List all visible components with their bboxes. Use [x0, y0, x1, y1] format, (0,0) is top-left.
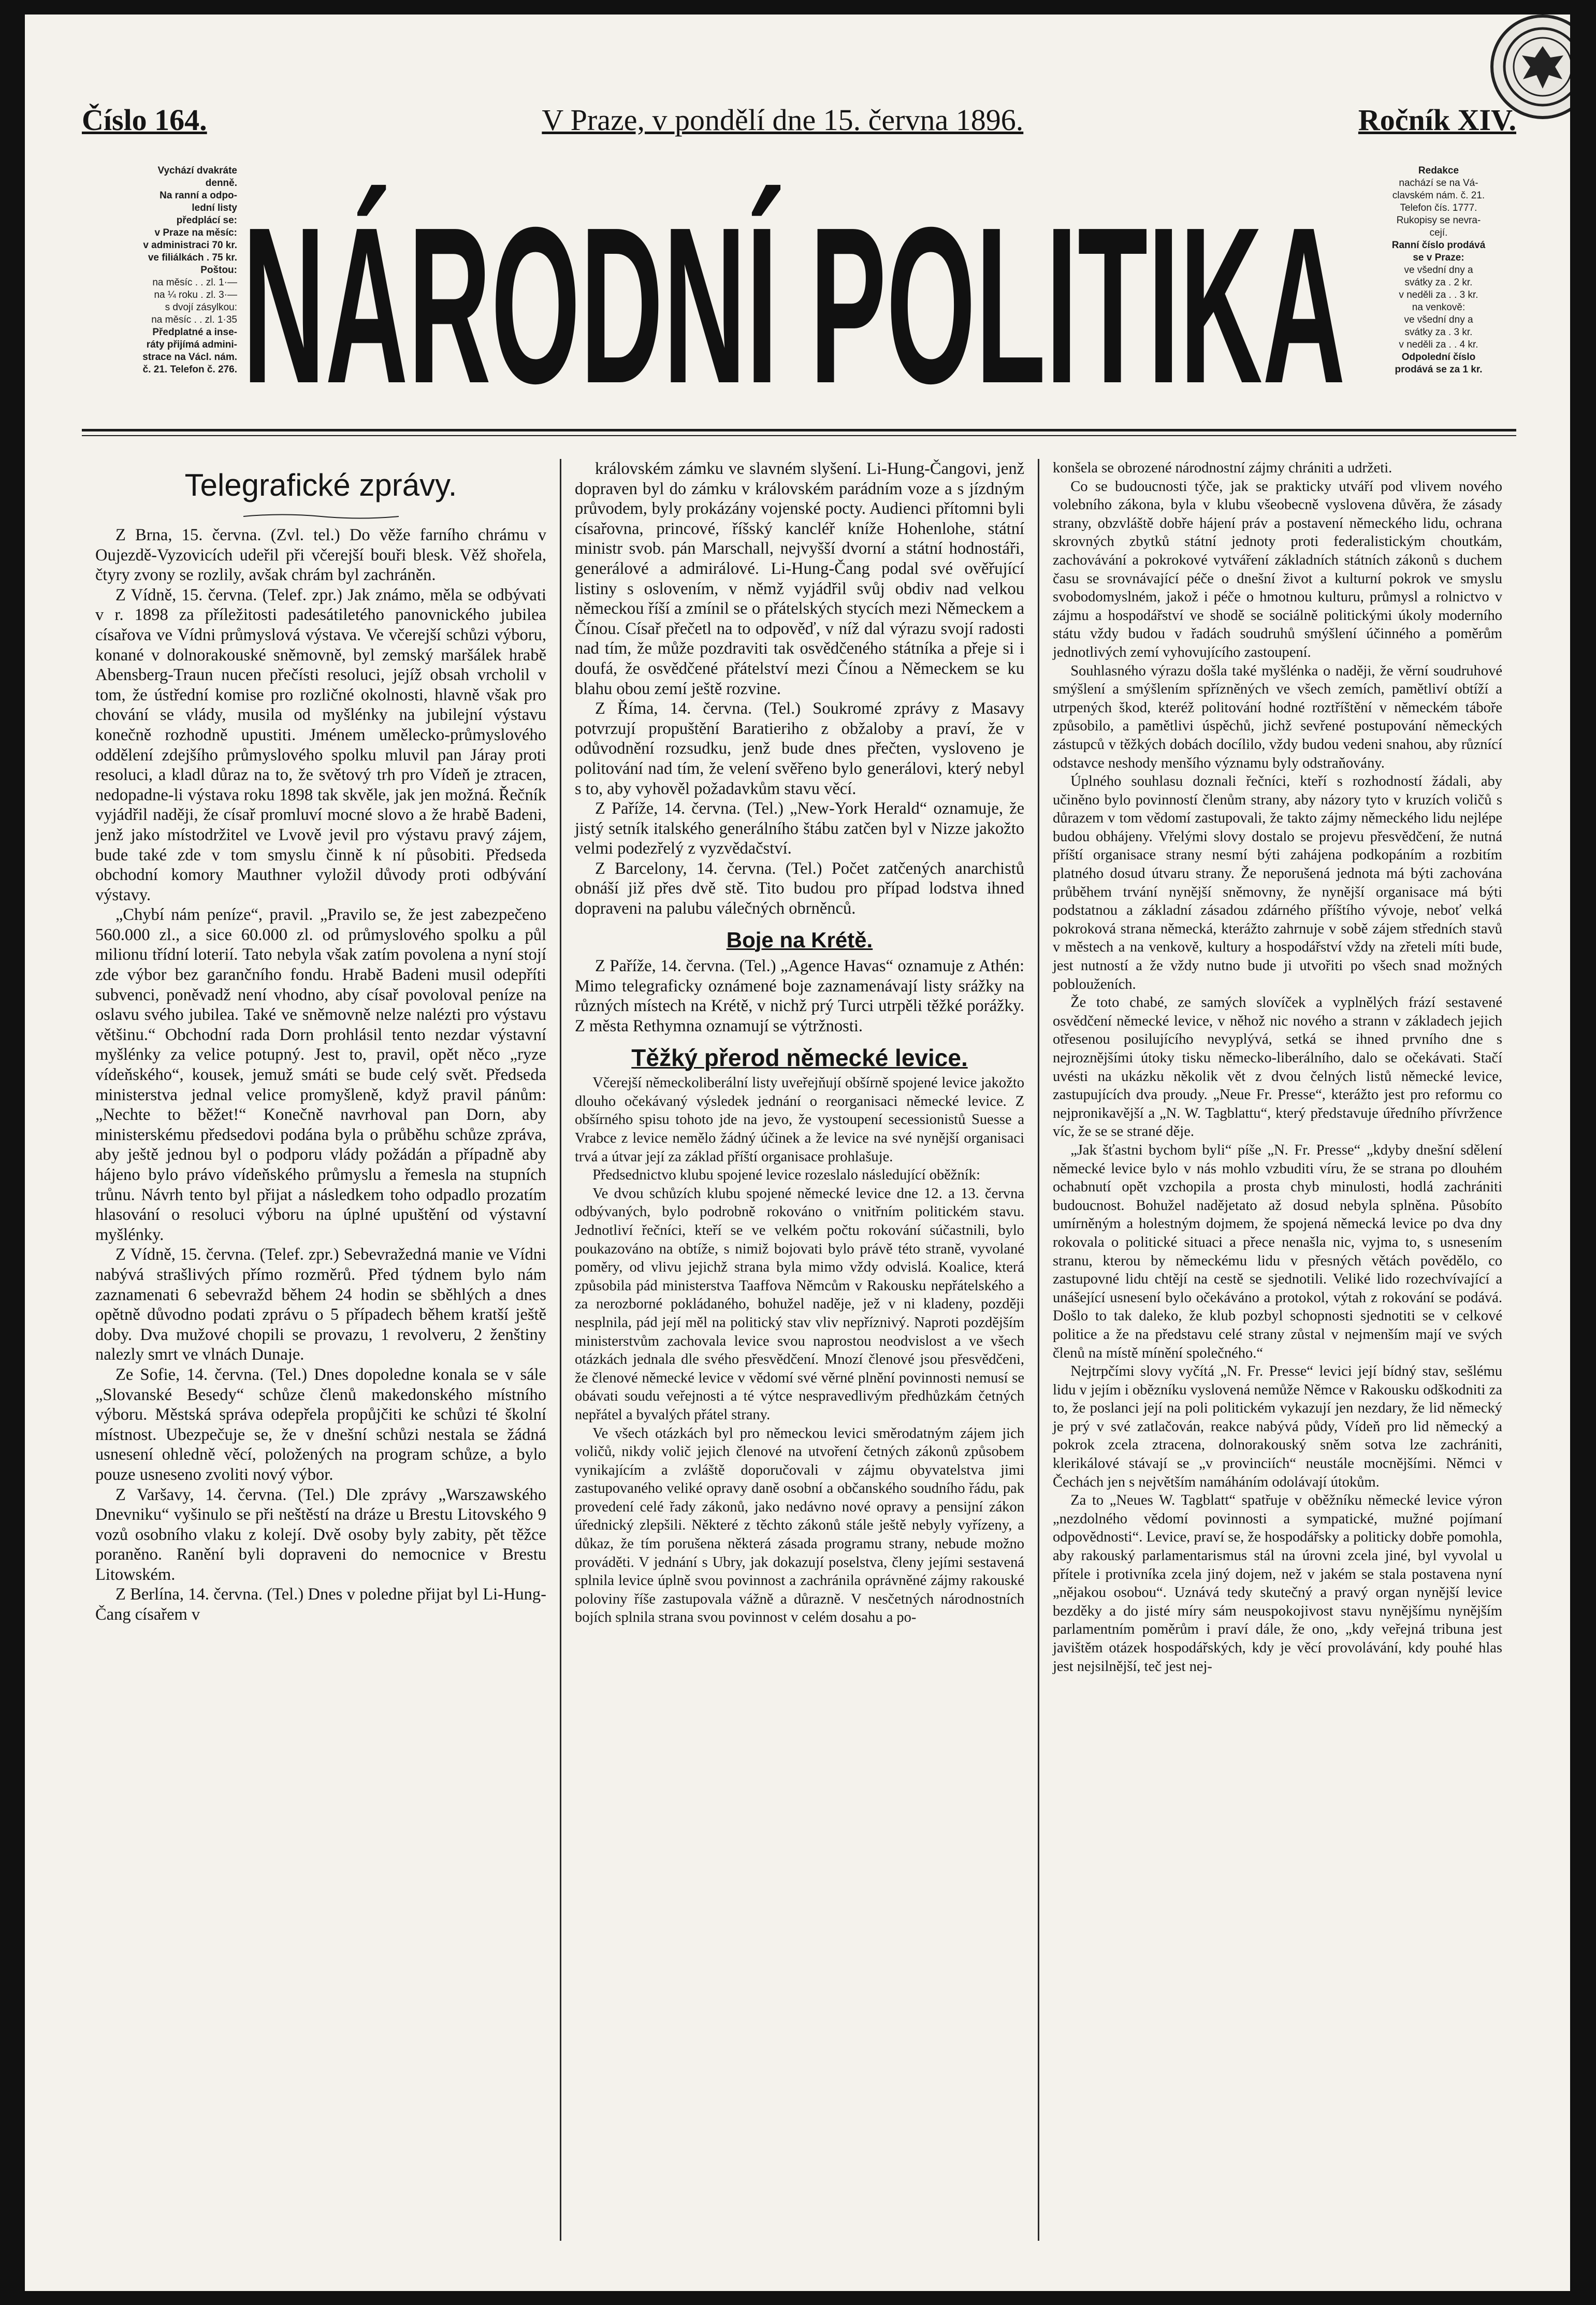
info-line: č. 21. Telefon č. 276. [142, 364, 237, 375]
column-3 [1038, 459, 1516, 2241]
news-item: Z Paříže, 14. června. (Tel.) „New-York Herald“ oznamuje, že jistý setník italského generálního štábu zatčen byl v Nizze jakožto velmi podezřelý z vyzvědačství. [575, 799, 1024, 858]
info-line: ve všední dny a [1404, 314, 1473, 325]
info-line: clavském nám. č. 21. [1392, 190, 1485, 201]
info-line: prodává se za 1 kr. [1395, 364, 1483, 375]
info-line: Předplatné a inse- [152, 327, 237, 338]
article-body-small [575, 1074, 1024, 1627]
header-rule-top [82, 429, 1516, 431]
article-paragraph: konšela se obrozené národnostní zájmy chrániti a udržeti. [1053, 460, 1392, 476]
news-item: „Chybí nám peníze“, pravil. „Pravilo se, že jest zabezpečeno 560.000 zl., a sice 60.000 zl. od průmyslového spolku a půl milionu třídní loterií. Tato nebyla však zatím povolena a nyní stojí zde výbor bez garančního fondu. Hrabě Badeni musil odepříti subvenci, poněvadž není vhodno, aby císař povoloval peníze na oslavu svého jubilea. Také ve sněmovně nelze nalézti pro výstavu většinu.“ Obchodní rada Dorn prohlásil tento nezdar výstavní myšlénky za velice potupný. Jest to, pravil, opět něco „ryze vídeňského“, kousek, jemuž smáti se bude celý svět. Předseda ministerstva jednal velice promyšleně, když pravil pánům: „Nechte to běžet!“ Konečně navrhoval pan Dorn, aby ministerskému předsedovi podána byla o průběhu schůze zpráva, aby ještě jednou byl o podporu vlády požádán a případně aby hájeno bylo právo vídeňského průmyslu a řemesla na stupních trůnu. Návrh tento byl přijat a následkem toho odpadlo prozatím hlasování o resoluci výboru na úplné upuštění od výstavní myšlénky. [95, 905, 546, 1244]
info-line: svátky za . 3 kr. [1404, 327, 1473, 338]
article-paragraph: Za to „Neues W. Tagblatt“ spatřuje v oběžníku německé levice výron „nezdolného vědomí povinnosti a sympatické, mužné pojímaní odpovědnosti“. Levice, praví se, že hospodářsky a politicky dobře pomohla, aby rakouský parlamentarismus stál na úrovni zcela jiné, byl vyvolal u přítele i protivníka zcela jiný dojem, než v jakém se stala postavena nyní „nějakou osobou“. Uznává tedy skutečný a pravý organ nynější levice bezděky a do jisté míry sám neuspokojivost stavu nynějšímu nynějším parlamentním poměrům i praví dále, že ono, „kdy veřejná tribuna jest javištěm otázek hospodářských, kdy je věcí provolávání, kdy pouhé hlas jest nejsilnější, teč jest nej- [1053, 1492, 1502, 1675]
masthead-info-line [82, 103, 1516, 137]
news-item: Ze Sofie, 14. června. (Tel.) Dnes dopoledne konala se v sále „Slovanské Besedy“ schůze členů makedonského místního výboru. Městská správa odepřela propůjčiti ke schůzi té školní místnost. Ubezpečuje se, že v dnešní schůzi nestala se žádná usnesení ohledně věcí, položených na program schůze, a bylo pouze usneseno zvoliti nový výbor. [95, 1365, 546, 1484]
info-line: na ¼ roku . zl. 3·— [154, 290, 237, 300]
header-rule-bottom [82, 435, 1516, 436]
article-paragraph: Předsednictvo klubu spojené levice rozeslalo následující oběžník: [592, 1167, 980, 1184]
editorial-info-box [1361, 165, 1516, 376]
info-line: na měsíc . . zl. 1·— [152, 277, 237, 288]
info-line: ráty přijímá admini- [146, 339, 237, 350]
info-line: předplácí se: [176, 215, 237, 226]
info-line: Vychází dvakráte [157, 165, 237, 176]
article-paragraph: „Jak šťastni bychom byli“ píše „N. Fr. Presse“ „kdyby dnešní sdělení německé levice bylo v nás mohlo vzbuditi víru, že se strana po dlouhém ochabnutí opět vzchopila a prosta chyb minulosti, hodlá zachrániti budoucnost. Bohužel nadějetato až dosud nebyla splněna. Působíto umírněným a holestným dojmem, že spojená německá levice po dva dny rokovala o politické situaci a přece nenašla nic, vyjma to, s usnesením stranu, kterou by německému lidu v přesných větách povědělo, co zastupovné lidu chtějí na cestě se sjednotili. Veliké lido rozechvívající a unášející usnesení bylo očekáváno a protokol, výtah z rokování se podává. Došlo to tak daleko, že klub pozbyl schopnosti sjednotiti se v celkové politice a že na představu celé strany zůstal v nejmenším mají ve svých členů na místě mínění společného.“ [1053, 1142, 1502, 1361]
news-item: Z Vídně, 15. června. (Telef. zpr.) Jak známo, měla se odbývati v r. 1898 za příležitosti padesátiletého panovnického jubilea císařova ve Vídni průmyslová výstava. Ve včerejší schůzi výboru, konané v dolnorakouské sněmovně, byl zemský maršálek hrabě Abensberg-Traun nucen přečísti resoluci, jejíž obsah vrcholil v tom, že ústřední komise pro rozličné okolnosti, hlavně však pro chování se vlády, musila od myšlénky na jubilejní výstavu konečně rozhodně upustiti. Jménem umělecko-průmyslového oddělení zdejšího průmyslového spolku mluvil pan Járay proti resoluci, a kladl důraz na to, že světový trh pro Vídeň je ztracen, nedopadne-li výstava roku 1898 tak skvěle, jak jen možná. Řečník vyjádřil naději, že císař promluví mocné slovo a že hrabě Badeni, jenž jako místodržitel ve Lvově jevil pro výstavu pravý zájem, bude také zde v tom smyslu činně k ní působiti. Předseda obchodní komory Mauthner vyložil důvody proti odbývání výstavy. [95, 585, 546, 904]
info-line: Na ranní a odpo- [159, 190, 237, 201]
info-line: v Praze na měsíc: [154, 227, 237, 238]
info-line: v administraci 70 kr. [143, 240, 237, 251]
info-line: cejí. [1429, 227, 1448, 238]
info-line: v neděli za . . 4 kr. [1399, 339, 1478, 350]
subscription-info-box [82, 165, 237, 376]
column-1 [82, 459, 560, 2241]
news-item: Z Varšavy, 14. června. (Tel.) Dle zprávy „Warszawského Dnevniku“ vyšinulo se při neštěstí na dráze u Brestu Litovského 9 vozů osobního vlaku z kolejí. Dvě osoby byly zabity, pět těžce poraněno. Ranění byli dopraveni do nemocnice v Brestu Litowském. [95, 1485, 546, 1584]
title-text: NÁRODNÍ POLITIKA [242, 181, 1345, 419]
info-line: Redakce [1418, 165, 1459, 176]
info-line: v neděli za . . 3 kr. [1399, 290, 1478, 300]
article-columns [82, 459, 1516, 2241]
info-line: denně. [205, 178, 237, 189]
section-heading-telegraphic: Telegrafické zprávy. [184, 468, 457, 502]
news-item: Z Berlína, 14. června. (Tel.) Dnes v poledne přijat byl Li-Hung-Čang císařem v [95, 1585, 546, 1624]
news-item: Z Barcelony, 14. června. (Tel.) Počet zatčených anarchistů obnáší již přes dvě stě. Tito budou pro případ lodstva ihned dopraveni na palubu válečných obrněnců. [575, 859, 1024, 918]
info-line: ve filiálkách . 75 kr. [148, 252, 237, 263]
news-item: Z Paříže, 14. června. (Tel.) „Agence Havas“ oznamuje z Athén: Mimo telegraficky oznámené boje zaznamenávají listy srážky na různých místech na Krétě, v nichž prý Turci utrpěli těžké porážky. Z města Rethymna oznamují se výtržnosti. [575, 957, 1024, 1036]
info-line: na měsíc . . zl. 1·35 [151, 314, 237, 325]
article-paragraph: Ve dvou schůzích klubu spojené německé levice dne 12. a 13. června odbývaných, bylo podrobně rokováno o vnitřním politickém stavu. Jednotliví řečníci, kteří se ve velkém počtu rokování súčastnili, bylo poukazováno na obtíže, s nimiž bojovati bylo právě této straně, vyvolané poměry, od vlivu jejichž strana byla mimo vždy odvislá. Koalice, která způsobila pád ministerstva Taaffova Němcům v Rakousku nepřátelského a za nerozborné pokládaného, bohužel naděje, jež v ni kladeny, později nesplnila, pád její měl na politický stav vliv nepříznivý. Naproti pozdějším ministerstvům zachovala levice svou naprostou neodvislost a ve všech otázkách jednala dle svého přesvědčení. Mnozí členové jsou přesvědčeni, že členové německé levice v vědomí své věrné plnění povinnosti nemusí se obávati soudu veřejnosti a té výtce nespravedlivým předhůzkám četných nepřátel a byvalých přátel strany. [575, 1185, 1024, 1423]
news-item: Z Brna, 15. června. (Zvl. tel.) Do věže farního chrámu v Oujezdě-Vyzovicích udeřil při včerejší bouři blesk. Věž shořela, čtyry zvony se rozlily, avšak chrám byl zachráněn. [95, 526, 546, 585]
article-paragraph: Souhlasného výrazu došla také myšlénka o naději, že věrní soudruhové smýšlení a smýšlením spřízněných ve všech zemích, pamětliví obtíží a utrpených škod, kteréž politování hodné roztříštění v německém táboře způsobilo, a pamětlivi úspěchů, jichž sevřené postupování německých zástupců v těžkých dobách docílilo, vždy budou vedeni snahou, aby různící odstavce neshody menšího významu byly odstraňovány. [1053, 662, 1502, 771]
info-line: s dvojí zásylkou: [165, 302, 237, 313]
info-line: Telefon čís. 1777. [1400, 203, 1477, 213]
volume-number: Ročník XIV. [1358, 103, 1516, 137]
title-svg [237, 160, 1351, 419]
info-line: Ranní číslo prodává [1391, 240, 1486, 251]
article-paragraph: Nejtrpčími slovy vyčítá „N. Fr. Presse“ levici její bídný stav, sešlému lidu v jejím i obězníku vyslovená nemůže Němce v Rakousku odškodniti za to, že poslanci její na poli politickém vykazují jen nezdary, že lid německý je prý v své zatlačován, reakce nabývá půdy, Vídeň pro lid německý a pokrok zcela ztracena, dolnorakouský sněm sotva lze zachrániti, klerikálové stávají se „v provinciích“ neustále mocnějšími. Němci v Čechách jen s největším namáháním odolávají útokům. [1053, 1363, 1502, 1490]
article-paragraph: Ve všech otázkách byl pro německou levici směrodatným zájem jich voličů, nikdy volič jejich členové na utvoření četných zákonů způsobem vynikajícím a zvláště doporučovali v zájmu obyvatelstva jimi zastupovaného veliké opravy daně osobní a občanského soudního řádu, pak provedení celé řady zákonů, jako nedávno nové opravy a pensijní zákon úřednický zlepšili. Některé z těchto zákonů stále ještě nebyly vyřízeny, a důkaz, že tím porušena některá zásada programu strany, nebude možno prováděti. V jednání s Ubry, jak dokazují poselstva, členy jejími sestavená splnila levice úplně svou povinnost a zachránila oprávněné zájmy rakouské poloviny říše zastupovala vážně a důrazně. V nesčetných národnostních bojích splnila strana svou povinnost v celém dosahu a po- [575, 1425, 1024, 1626]
info-line: lední listy [192, 203, 237, 213]
info-line: Rukopisy se nevra- [1396, 215, 1481, 226]
section-heading-crete: Boje na Krétě. [726, 927, 873, 952]
article-body-small [1053, 459, 1502, 1676]
article-paragraph: Úplného souhlasu doznali řečníci, kteří s rozhodností žádali, aby učiněno bylo povinností členům strany, aby názory tyto v kruzích voličů s důrazem v tom vědomí zastupovali, že takto zájmy německého lidu nejlépe budou obhájeny. Vřelými slovy dostalo se projevu přesvědčení, že nutná příští organisace strany nesmí býti zahájena podkopáním a rozbitím platného dosud útvaru strany. Že neporušená jednota má býti zachována průběhem trvání nynější sněmovny, že nynější organisace má býti podstatnou a základní zásadou zdárného příštího vývoje, neboť velká pokroková strana německá, kterážto zahrnuje v sobě zájem středních stavů v městech a na venkově, kultury a hospodářství vždy na zřeteli míti bude, jest nutností a že vždy nutno bude ji utvořiti po všech snad možných poblouženích. [1053, 773, 1502, 992]
info-line: svátky za . 2 kr. [1404, 277, 1473, 288]
info-line: se v Praze: [1413, 252, 1464, 263]
article-paragraph: Co se budoucnosti týče, jak se prakticky utváří pod vlivem nového volebního zákona, byla v klubu všeobecně vyslovena důvěra, že zásady strany, obzvláště dobře hájení práv a postavení německého lidu, ochrana skrovných zbytků státní jednoty proti federalistickým choutkám, zachovávání a pokrokové vytváření základních státních zákonů s duchem času se srovnávající péče o dnešní život a kulturní pokrok ve smyslu svobodomyslném, jakož i péče o hmotnou kulturu, průmysl a rolnictvo v zájmu a hospodářství ve shodě se sociálně politickými úkoly moderního státu vždy budou v řadách soudruhů smýšlení účinného a poměrům jednotlivých zemí vyhovujícího zastoupení. [1053, 478, 1502, 660]
issue-number: Číslo 164. [82, 103, 207, 137]
article-paragraph: Že toto chabé, ze samých slovíček a vyplnělých frází sestavené osvědčení německé levice, v něhož nic nového a strann v základech jejich otřesenou posilujícího nevyplývá, setká se ihned prvního dne s nejroznějšími útoky tisku německo-liberálního, dalo se očekávati. Stačí uvésti na ukázku několik vět z dvou čelných listů německé levice, zastupujících dva proudy. „Neue Fr. Presse“, kterážto jest pro reformu co nejpronikavější a „N. W. Tagblattu“, který představuje úředního přívržence víc, že se se strané děje. [1053, 995, 1502, 1140]
info-line: ve všední dny a [1404, 265, 1473, 276]
newspaper-title [237, 160, 1351, 419]
divider-flourish-icon [243, 513, 399, 520]
news-item: královském zámku ve slavném slyšení. Li-Hung-Čangovi, jenž dopraven byl do zámku v královském parádním voze a s jízdným průvodem, byly prokázány vojenské pocty. Audienci přítomni byli císařovna, princové, říšský kancléř kníže Hohenlohe, státní ministr svob. pán Marschall, nejvyšší dvorní a státní hodnostáři, generálové a admirálové. Li-Hung-Čang podal své ověřující listiny s oslovením, v němž vyjádřil svůj obdiv nad velkou německou říší a zmínil se o přátelských stycích mezi Německem a Čínou. Císař přečetl na to odpověď, v níž dal výrazu svojí radosti nad tím, že může pozdraviti tak osvědčeného státníka a přeje si i doufá, že osvědčené přátelství mezi Čínou a Německem se ku blahu obou zemí ještě rozvine. [575, 459, 1024, 698]
info-line: na venkově: [1412, 302, 1466, 313]
info-line: strace na Václ. nám. [142, 352, 237, 363]
info-line: Odpolední číslo [1401, 352, 1476, 363]
eagle-emblem-icon [1501, 25, 1570, 108]
news-item: Z Vídně, 15. června. (Telef. zpr.) Sebevražedná manie ve Vídni nabývá strašlivých přímo rozměrů. Před týdnem bylo nám zaznamenati 6 sebevražd během 24 hodin se sběhlých a dnes opětně důvodno podati zprávu o 5 případech během kratší ještě doby. Dva mužové chopili se provazu, 1 revolveru, 2 ženštiny nalezly smrt ve vlnách Dunaje. [95, 1245, 546, 1364]
info-line: Poštou: [200, 265, 237, 276]
column-2 [560, 459, 1038, 2241]
info-line: nachází se na Vá- [1399, 178, 1478, 189]
article-paragraph: Včerejší německoliberální listy uveřejňují obšírně spojené levice jakožto dlouho očekávaný výsledek jednání o reorganisaci německé levice. Z obšírného spisu tohoto jde na jevo, že vystoupení secessionistů Suesse a Vrabce z levice nemělo žádný účinek a že levice na své nynější organisaci trvá a útvar její za základ příští organisace prohlašuje. [575, 1075, 1024, 1165]
dateline: V Praze, v pondělí dne 15. června 1896. [542, 103, 1024, 137]
news-item: Z Říma, 14. června. (Tel.) Soukromé zprávy z Masavy potvrzují propuštění Baratieriho z obžaloby a praví, že v odůvodnění rozsudku, jenž bude dnes přečten, vysloveno je politování nad tím, že velení svěřeno bylo generálovi, který nebyl s to, aby vyhověl požadavkům stavu věcí. [575, 699, 1024, 798]
section-heading-german-left: Těžký přerod německé levice. [631, 1044, 968, 1071]
newspaper-page [25, 15, 1570, 2291]
